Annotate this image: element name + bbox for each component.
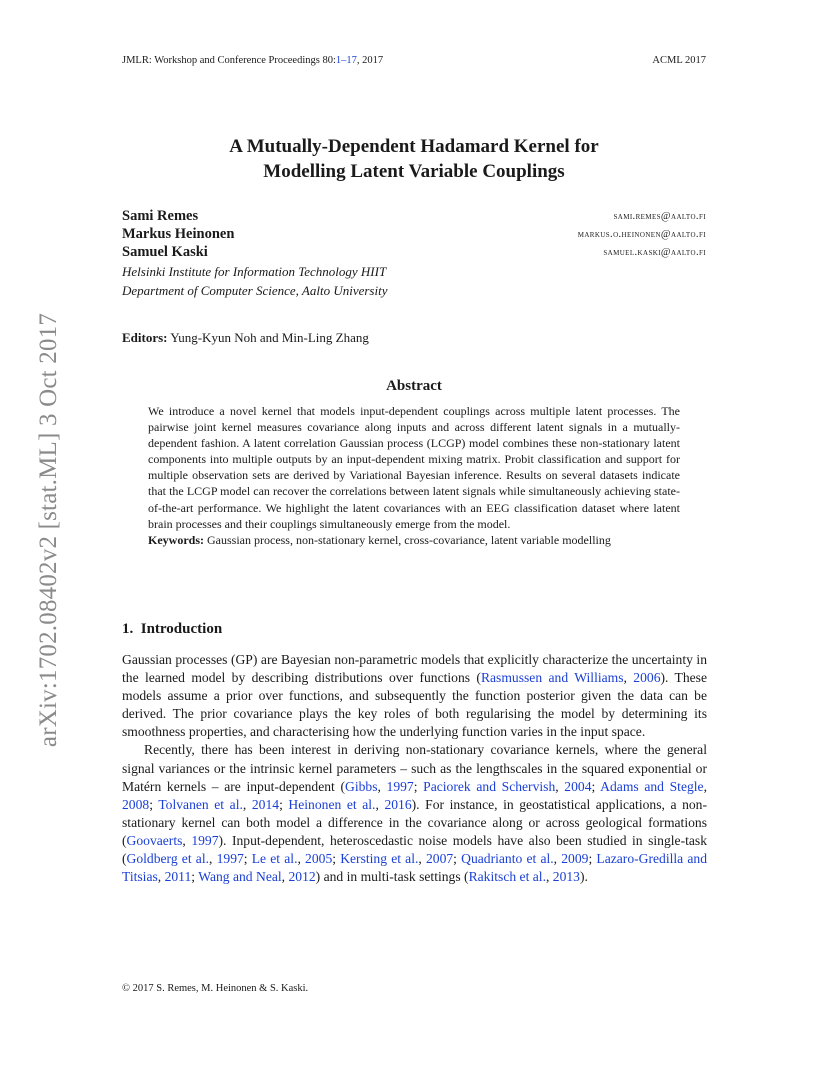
paragraph-text: ; <box>279 796 289 812</box>
paragraph-text: ; <box>591 778 601 794</box>
citation-link[interactable]: Goldberg et al. <box>126 851 210 867</box>
title-line-2: Modelling Latent Variable Couplings <box>263 161 565 182</box>
citation-link[interactable]: Rasmussen and Williams <box>480 670 624 686</box>
paragraph-text: ; <box>243 851 252 867</box>
paragraph-text: , <box>209 851 217 867</box>
citation-link[interactable]: Lazaro-Gredilla and Titsias <box>122 851 708 885</box>
venue-text: JMLR: Workshop and Conference Proceedings 80: <box>122 55 336 66</box>
citation-link[interactable]: Goovaerts <box>126 832 183 848</box>
paragraph-text: ; <box>588 851 597 867</box>
paragraph-text: , <box>703 778 707 794</box>
citation-link[interactable]: Heinonen et al. <box>288 796 376 812</box>
section-heading <box>122 621 222 638</box>
author-name: Sami Remes <box>122 208 199 224</box>
citation-link[interactable]: Quadrianto et al. <box>461 851 554 867</box>
citation-link[interactable]: 2011 <box>164 869 192 885</box>
author-name: Markus Heinonen <box>122 226 235 242</box>
citation-link[interactable]: 1997 <box>216 851 244 867</box>
paragraph-text: , <box>623 670 634 686</box>
paragraph-text: ; <box>413 778 424 794</box>
title-line-1: A Mutually-Dependent Hadamard Kernel for <box>229 136 599 157</box>
citation-link[interactable]: Gibbs <box>345 778 378 794</box>
paragraph-text: , <box>157 869 165 885</box>
affiliation: Department of Computer Science, Aalto University <box>122 283 388 298</box>
citation-link[interactable]: Tolvanen et al. <box>158 796 243 812</box>
paragraph-text: ; <box>149 796 159 812</box>
paragraph-text: Recently, there has been interest in deriving non-stationary covariance kernels, where the general signal variances or the intrinsic kernel parameters – such as the lengthscales in the squared exponential or Matérn kernels – are input-dependent ( <box>122 742 707 794</box>
citation-link[interactable]: Paciorek and Schervish <box>423 778 556 794</box>
citation-link[interactable]: 2005 <box>305 851 333 867</box>
editors-label: Editors: <box>122 330 168 345</box>
copyright-footer: © 2017 S. Remes, M. Heinonen & S. Kaski. <box>122 983 309 994</box>
author-email: samuel.kaski@aalto.fi <box>603 247 706 258</box>
author-row <box>122 244 706 262</box>
author-name: Samuel Kaski <box>122 244 208 260</box>
paragraph-text: , <box>297 851 306 867</box>
citation-link[interactable]: 2012 <box>288 869 316 885</box>
paragraph-text: ; <box>453 851 462 867</box>
author-row <box>122 208 706 226</box>
paragraph-text: , <box>242 796 252 812</box>
paragraph-text: ). Input-dependent, heteroscedastic noise models have also been studied in single-task ( <box>122 832 708 867</box>
citation-link[interactable]: 2016 <box>384 796 412 812</box>
paragraph-text: , <box>555 778 565 794</box>
editors-line <box>122 330 369 346</box>
abstract-heading: Abstract <box>386 378 442 394</box>
paragraph-text: , <box>545 869 553 885</box>
paragraph-text: ). <box>579 869 588 885</box>
paragraph-text: , <box>418 851 426 867</box>
abstract-body <box>148 403 680 548</box>
citation-link[interactable]: Kersting et al. <box>340 851 419 867</box>
paragraph-text: ; <box>191 869 199 885</box>
citation-link[interactable]: Le et al. <box>251 851 298 867</box>
citation-link[interactable]: 1997 <box>191 832 219 848</box>
paragraph-text: , <box>377 778 387 794</box>
citation-link[interactable]: Rakitsch et al. <box>468 869 546 885</box>
citation-link[interactable]: Adams and Stegle <box>600 778 704 794</box>
paragraph-text: ; <box>332 851 341 867</box>
keywords-text: Gaussian process, non-stationary kernel, cross-covariance, latent variable modelling <box>207 532 611 547</box>
page-range-link[interactable]: 1–17 <box>335 55 357 66</box>
citation-link[interactable]: 2004 <box>564 778 592 794</box>
section-title: Introduction <box>140 621 223 637</box>
author-row <box>122 226 706 244</box>
paragraph-text: ) and in multi-task settings ( <box>315 869 469 885</box>
author-email: markus.o.heinonen@aalto.fi <box>577 229 706 240</box>
paragraph-text: Gaussian processes (GP) are Bayesian non-parametric models that explicitly characterize the uncertainty in the learned model by describing distributions over functions ( <box>122 652 707 686</box>
venue-year: , 2017 <box>356 55 384 66</box>
paragraph-2 <box>122 741 707 886</box>
citation-link[interactable]: 2008 <box>122 796 150 812</box>
citation-link[interactable]: 1997 <box>386 778 414 794</box>
running-header-venue <box>122 55 383 66</box>
citation-link[interactable]: 2014 <box>251 796 280 812</box>
citation-link[interactable]: 2009 <box>561 851 589 867</box>
paragraph-text: , <box>553 851 562 867</box>
paragraph-1 <box>122 651 707 741</box>
introduction-body <box>122 651 707 886</box>
affiliation: Helsinki Institute for Information Technology HIIT <box>122 264 387 279</box>
arxiv-stamp: arXiv:1702.08402v2 [stat.ML] 3 Oct 2017 <box>35 312 62 748</box>
citation-link[interactable]: 2006 <box>633 670 661 686</box>
running-header-conference: ACML 2017 <box>652 55 706 66</box>
keywords-label: Keywords: <box>148 532 204 547</box>
editors-names: Yung-Kyun Noh and Min-Ling Zhang <box>170 330 369 345</box>
paragraph-text: , <box>182 832 192 848</box>
citation-link[interactable]: 2013 <box>552 869 580 885</box>
citation-link[interactable]: Wang and Neal <box>198 869 282 885</box>
citation-link[interactable]: 2007 <box>425 851 454 867</box>
abstract-text: We introduce a novel kernel that models input-dependent couplings across multiple latent processes. The pairwise joint kernel measures covariance along inputs and across different latent signals in a mutually-dependent fashion. A latent correlation Gaussian process (LCGP) model combines these non-stationary latent components into multiple outputs by an input-dependent mixing matrix. Probit classification and support for multiple observation sets are derived by Variational Bayesian inference. Results on several datasets indicate that the LCGP model can recover the correlations between latent signals while simultaneously achieving state-of-the-art performance. We highlight the latent covariances with an EEG classification dataset where latent brain processes and their couplings simultaneously emerge from the model. <box>148 404 680 531</box>
paragraph-text: , <box>375 796 385 812</box>
paragraph-text: ). For instance, in geostatistical applications, a non-stationary kernel can both model a difference in the covariance along or across geological formations ( <box>122 796 708 848</box>
keywords-line <box>148 532 680 548</box>
paper-title <box>122 134 706 184</box>
paragraph-text: , <box>281 869 289 885</box>
paragraph-text: ). These models assume a prior over functions, and subsequently the function posterior given the data can be derived. The prior covariance plays the key roles of both regularising the model by determining its smoothness properties, and characterising how the underlying function varies in the input space. <box>122 670 707 740</box>
section-number: 1. <box>122 621 134 637</box>
author-email: sami.remes@aalto.fi <box>613 211 706 222</box>
